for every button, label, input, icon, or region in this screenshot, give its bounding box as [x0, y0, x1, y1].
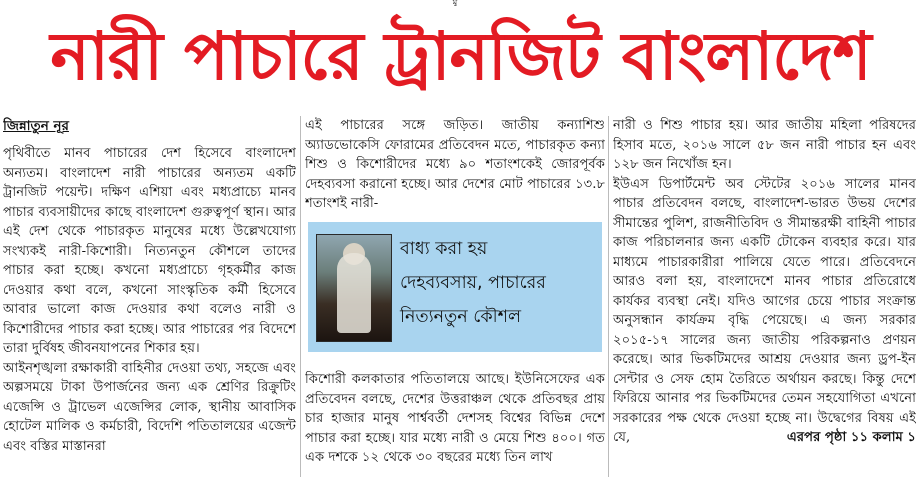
column-divider — [300, 116, 301, 477]
pull-quote-box — [308, 222, 602, 352]
pull-quote-photo — [316, 234, 392, 342]
pull-quote-line: বাধ্য করা হয় — [400, 239, 488, 259]
byline: জিন্নাতুন নূর — [3, 118, 69, 134]
article-column-3 — [613, 116, 916, 477]
article-paragraph: পৃথিবীতে মানব পাচারের দেশ হিসেবে বাংলাদেশ অন্যতম। বাংলাদেশ নারী পাচারের অন্যতম একটি ট্রানজিট পয়েন্ট। দক্ষিণ এশিয়া এবং মধ্যপ্রাচ্যে মানব পাচার ব্যবসায়ীদের কাছে বাংলাদেশ গুরুত্বপূর্ণ স্থান। আর এই দেশ থেকে পাচারকৃত মানুষের মধ্যে উল্লেখযোগ্য সংখ্যকই নারী-কিশোরী। নিত্যনতুন কৌশলে তাদের পাচার করা হচ্ছে। কখনো মধ্যপ্রাচ্যে গৃহকর্মীর কাজ দেওয়ার কথা বলে, কখনো সাংস্কৃতিক কর্মী হিসেবে আবার ভালো কাজ দেওয়ার কথা বলেও নারী ও কিশোরীদের পাচার করা হচ্ছে। আর পাচারের পর বিদেশে তারা দুর্বিষহ জীবনযাপনের শিকার হয়। — [3, 146, 296, 356]
article-paragraph: আইনশৃঙ্খলা রক্ষাকারী বাহিনীর দেওয়া তথ্য, সহজে এবং অল্পসময়ে টাকা উপার্জনের জন্য এক শ্রেণির রিক্রুটিং এজেন্সি ও ট্রাভেল এজেন্সির লোক, স্থানীয় আবাসিক হোটেল মালিক ও কর্মচারী, বিদেশি পতিতালয়ের এজেন্ট এবং বস্তির মাস্তানরা — [3, 360, 296, 454]
column-divider — [608, 116, 609, 477]
article-column-2-continued — [305, 357, 605, 477]
article-paragraph-text: ইউএস ডিপার্টমেন্ট অব স্টেটের ২০১৬ সালের মানব পাচার প্রতিবেদন বলছে, বাংলাদেশ-ভারত উভয় দেশের সীমান্তের পুলিশ, রাজনীতিবিদ ও সীমান্তরক্ষী বাহিনী পাচার কাজ পরিচালনার জন্য একটি টোকেন ব্যবহার করে। যার মাধ্যমে পাচারকারীরা পালিয়ে যেতে পারে। প্রতিবেদনে আরও বলা হয়, বাংলাদেশে মানব পাচার প্রতিরোধে কার্যকর ব্যবস্থা নেই। যদিও আগের চেয়ে পাচার সংক্রান্ত অনুসন্ধান কার্যক্রম বৃদ্ধি পেয়েছে। এ জন্য সরকার ২০১৫-১৭ সালের জন্য জাতীয় পরিকল্পনাও প্রণয়ন করেছে। আর ভিকটিমদের আশ্রয় দেওয়ার জন্য ড্রপ-ইন সেন্টার ও সেফ হোম তৈরিতে অর্থায়ন করছে। কিন্তু দেশে ফিরিয়ে আনার পর ভিকটিমদের তেমন সহযোগিতা এখনো সরকারের পক্ষ থেকে দেওয়া হচ্ছে না। উদ্বেগের বিষয় এই যে, — [613, 176, 916, 445]
photo-figure-body — [337, 253, 371, 333]
pull-quote-line: নিত্যনতুন কৌশল — [400, 307, 521, 327]
pull-quote-text — [400, 232, 598, 334]
continued-link[interactable]: এরপর পৃষ্ঠা ১১ কলাম ১ — [786, 430, 916, 445]
headline: নারী পাচারে ট্রানজিট বাংলাদেশ — [50, 18, 871, 95]
pull-quote-line: দেহব্যবসায়, পাচারের — [400, 273, 546, 293]
article-paragraph: কিশোরী কলকাতার পতিতালয়ে আছে। ইউনিসেফের এক প্রতিবেদন বলছে, দেশের উত্তরাঞ্চল থেকে প্রতিবছর প্রায় চার হাজার মানুষ পার্শ্ববর্তী দেশসহ বিশ্বের বিভিন্ন দেশে পাচার করা হচ্ছে। যার মধ্যে নারী ও মেয়ে শিশু ৪০০। গত এক দশকে ১২ থেকে ৩০ বছরের মধ্যে তিন লাখ — [305, 372, 605, 466]
article-paragraph — [613, 175, 916, 448]
article-paragraph: এই পাচারের সঙ্গে জড়িত। জাতীয় কন্যাশিশু অ্যাডভোকেসি ফোরামের প্রতিবেদন মতে, পাচারকৃত কন্যা শিশু ও কিশোরীদের মধ্যে ৯০ শতাংশকেই জোরপূর্বক দেহব্যবসা করানো হচ্ছে। আর দেশের মোট পাচারের ১৩.৮ শতাংশই নারী- — [305, 118, 605, 211]
article-column-1 — [3, 116, 296, 477]
article-column-2 — [305, 116, 605, 220]
article-paragraph: নারী ও শিশু পাচার হয়। আর জাতীয় মহিলা পরিষদের হিসাব মতে, ২০১৬ সালে ৫৮ জন নারী পাচার হন এবং ১২৮ জন নিখোঁজ হন। — [613, 118, 916, 172]
top-mark: মু — [452, 0, 458, 6]
